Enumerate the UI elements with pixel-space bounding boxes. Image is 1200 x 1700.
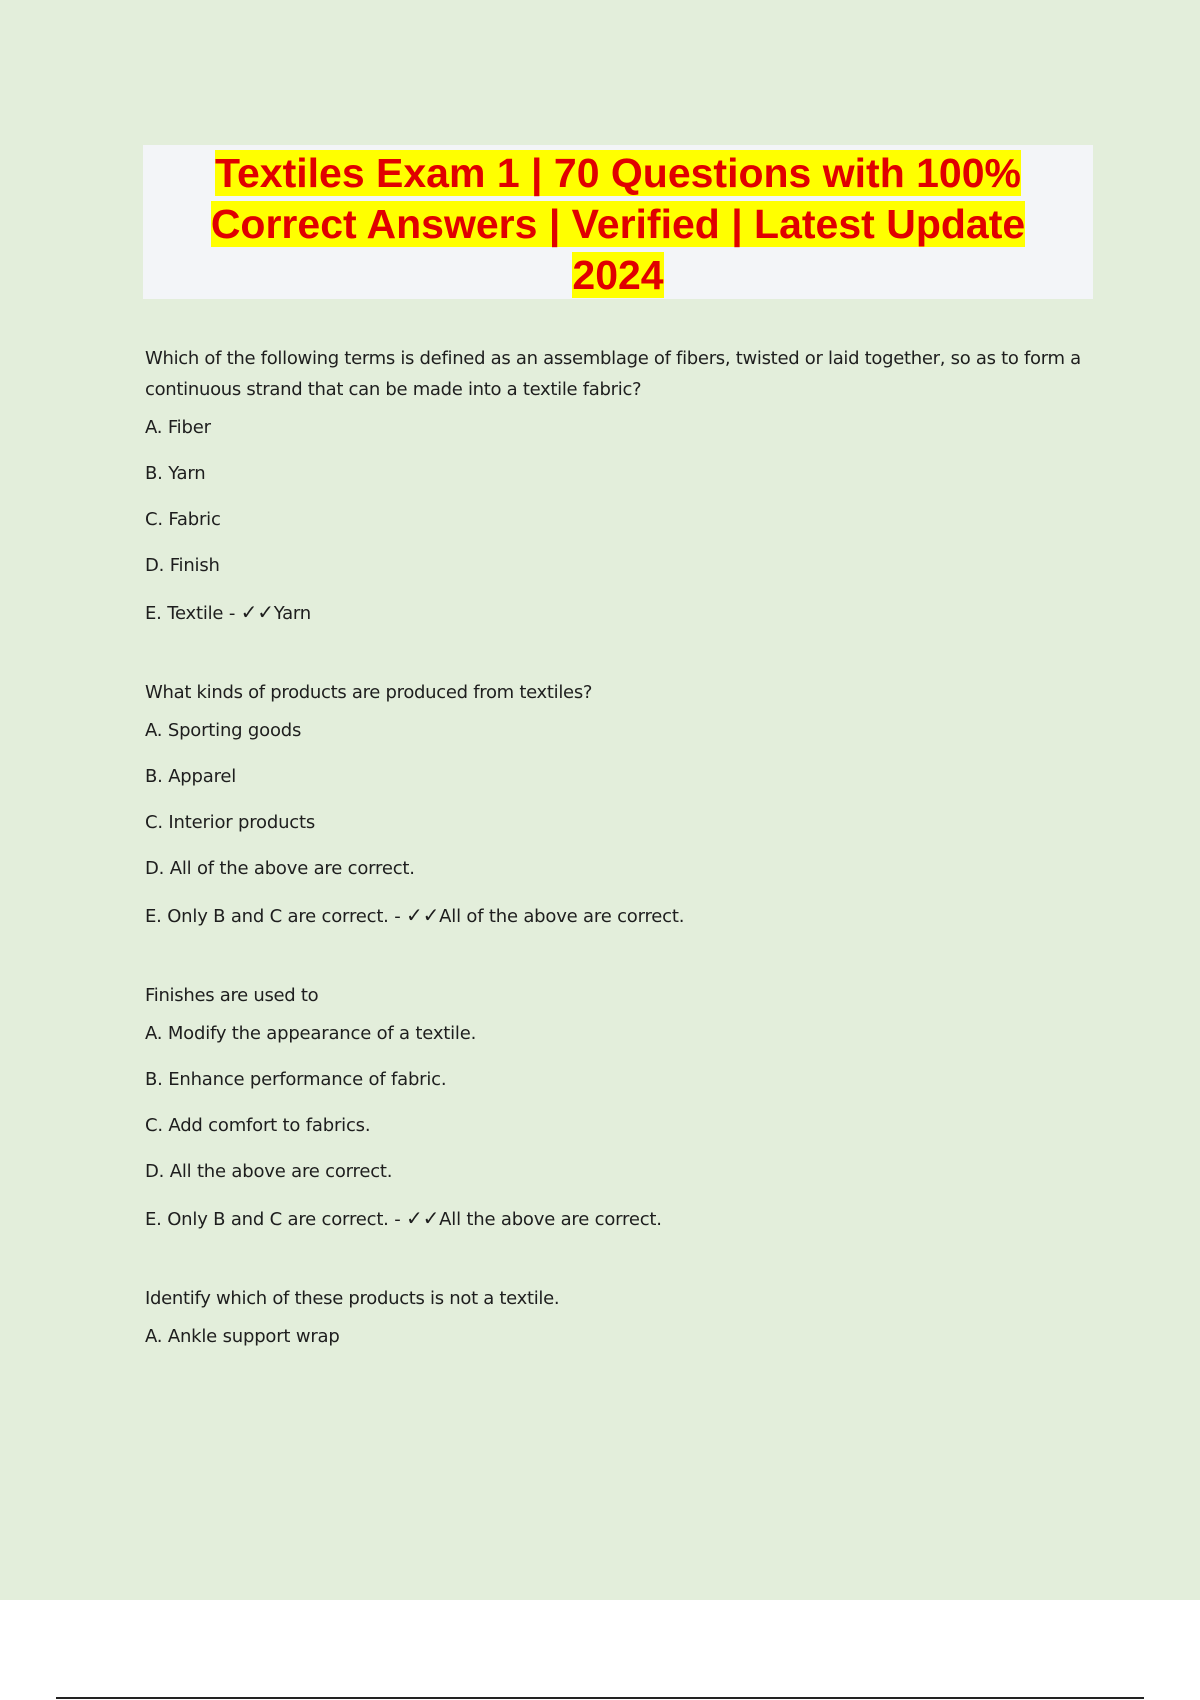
question-text: Identify which of these products is not a textile.	[145, 1288, 560, 1309]
answer-option-with-key	[145, 600, 1095, 630]
answer-option-with-key	[145, 1206, 1095, 1236]
answer-option: B. Enhance performance of fabric.	[145, 1069, 447, 1090]
answer-option: C. Add comfort to fabrics.	[145, 1115, 371, 1136]
answer-option: C. Interior products	[145, 812, 316, 833]
answer-option: A. Sporting goods	[145, 720, 302, 741]
check-mark-icon: ✓✓	[240, 600, 274, 624]
answer-option-with-key	[145, 903, 1095, 933]
question-block	[145, 677, 1095, 933]
correct-answer: All of the above are correct.	[439, 906, 685, 927]
answer-option-label: E. Only B and C are correct. -	[145, 1209, 407, 1230]
document-title: Textiles Exam 1 | 70 Questions with 100% Correct Answers | Verified | Latest Update 2024	[210, 150, 1026, 298]
answer-option: A. Ankle support wrap	[145, 1326, 340, 1347]
question-block	[145, 980, 1095, 1236]
title-box	[143, 145, 1093, 299]
answer-option: C. Fabric	[145, 509, 221, 530]
answer-option: B. Yarn	[145, 463, 206, 484]
correct-answer: Yarn	[273, 603, 312, 624]
answer-option: A. Fiber	[145, 417, 211, 438]
answer-option: D. All the above are correct.	[145, 1161, 393, 1182]
answer-option: B. Apparel	[145, 766, 237, 787]
correct-answer: All the above are correct.	[439, 1209, 662, 1230]
check-mark-icon: ✓✓	[406, 1206, 440, 1230]
answer-option-label: E. Only B and C are correct. -	[145, 906, 407, 927]
question-text: Which of the following terms is defined as an assemblage of fibers, twisted or laid together, so as to form a continuous strand that can be made into a textile fabric?	[145, 348, 1081, 400]
question-text: What kinds of products are produced from textiles?	[145, 682, 593, 703]
question-text: Finishes are used to	[145, 985, 319, 1006]
check-mark-icon: ✓✓	[406, 903, 440, 927]
question-list	[145, 343, 1095, 1418]
question-block	[145, 1283, 1095, 1371]
answer-option: A. Modify the appearance of a textile.	[145, 1023, 477, 1044]
answer-option: D. Finish	[145, 555, 220, 576]
footer-divider	[56, 1697, 1144, 1699]
answer-option-label: E. Textile -	[145, 603, 241, 624]
answer-option: D. All of the above are correct.	[145, 858, 415, 879]
question-block	[145, 343, 1095, 630]
